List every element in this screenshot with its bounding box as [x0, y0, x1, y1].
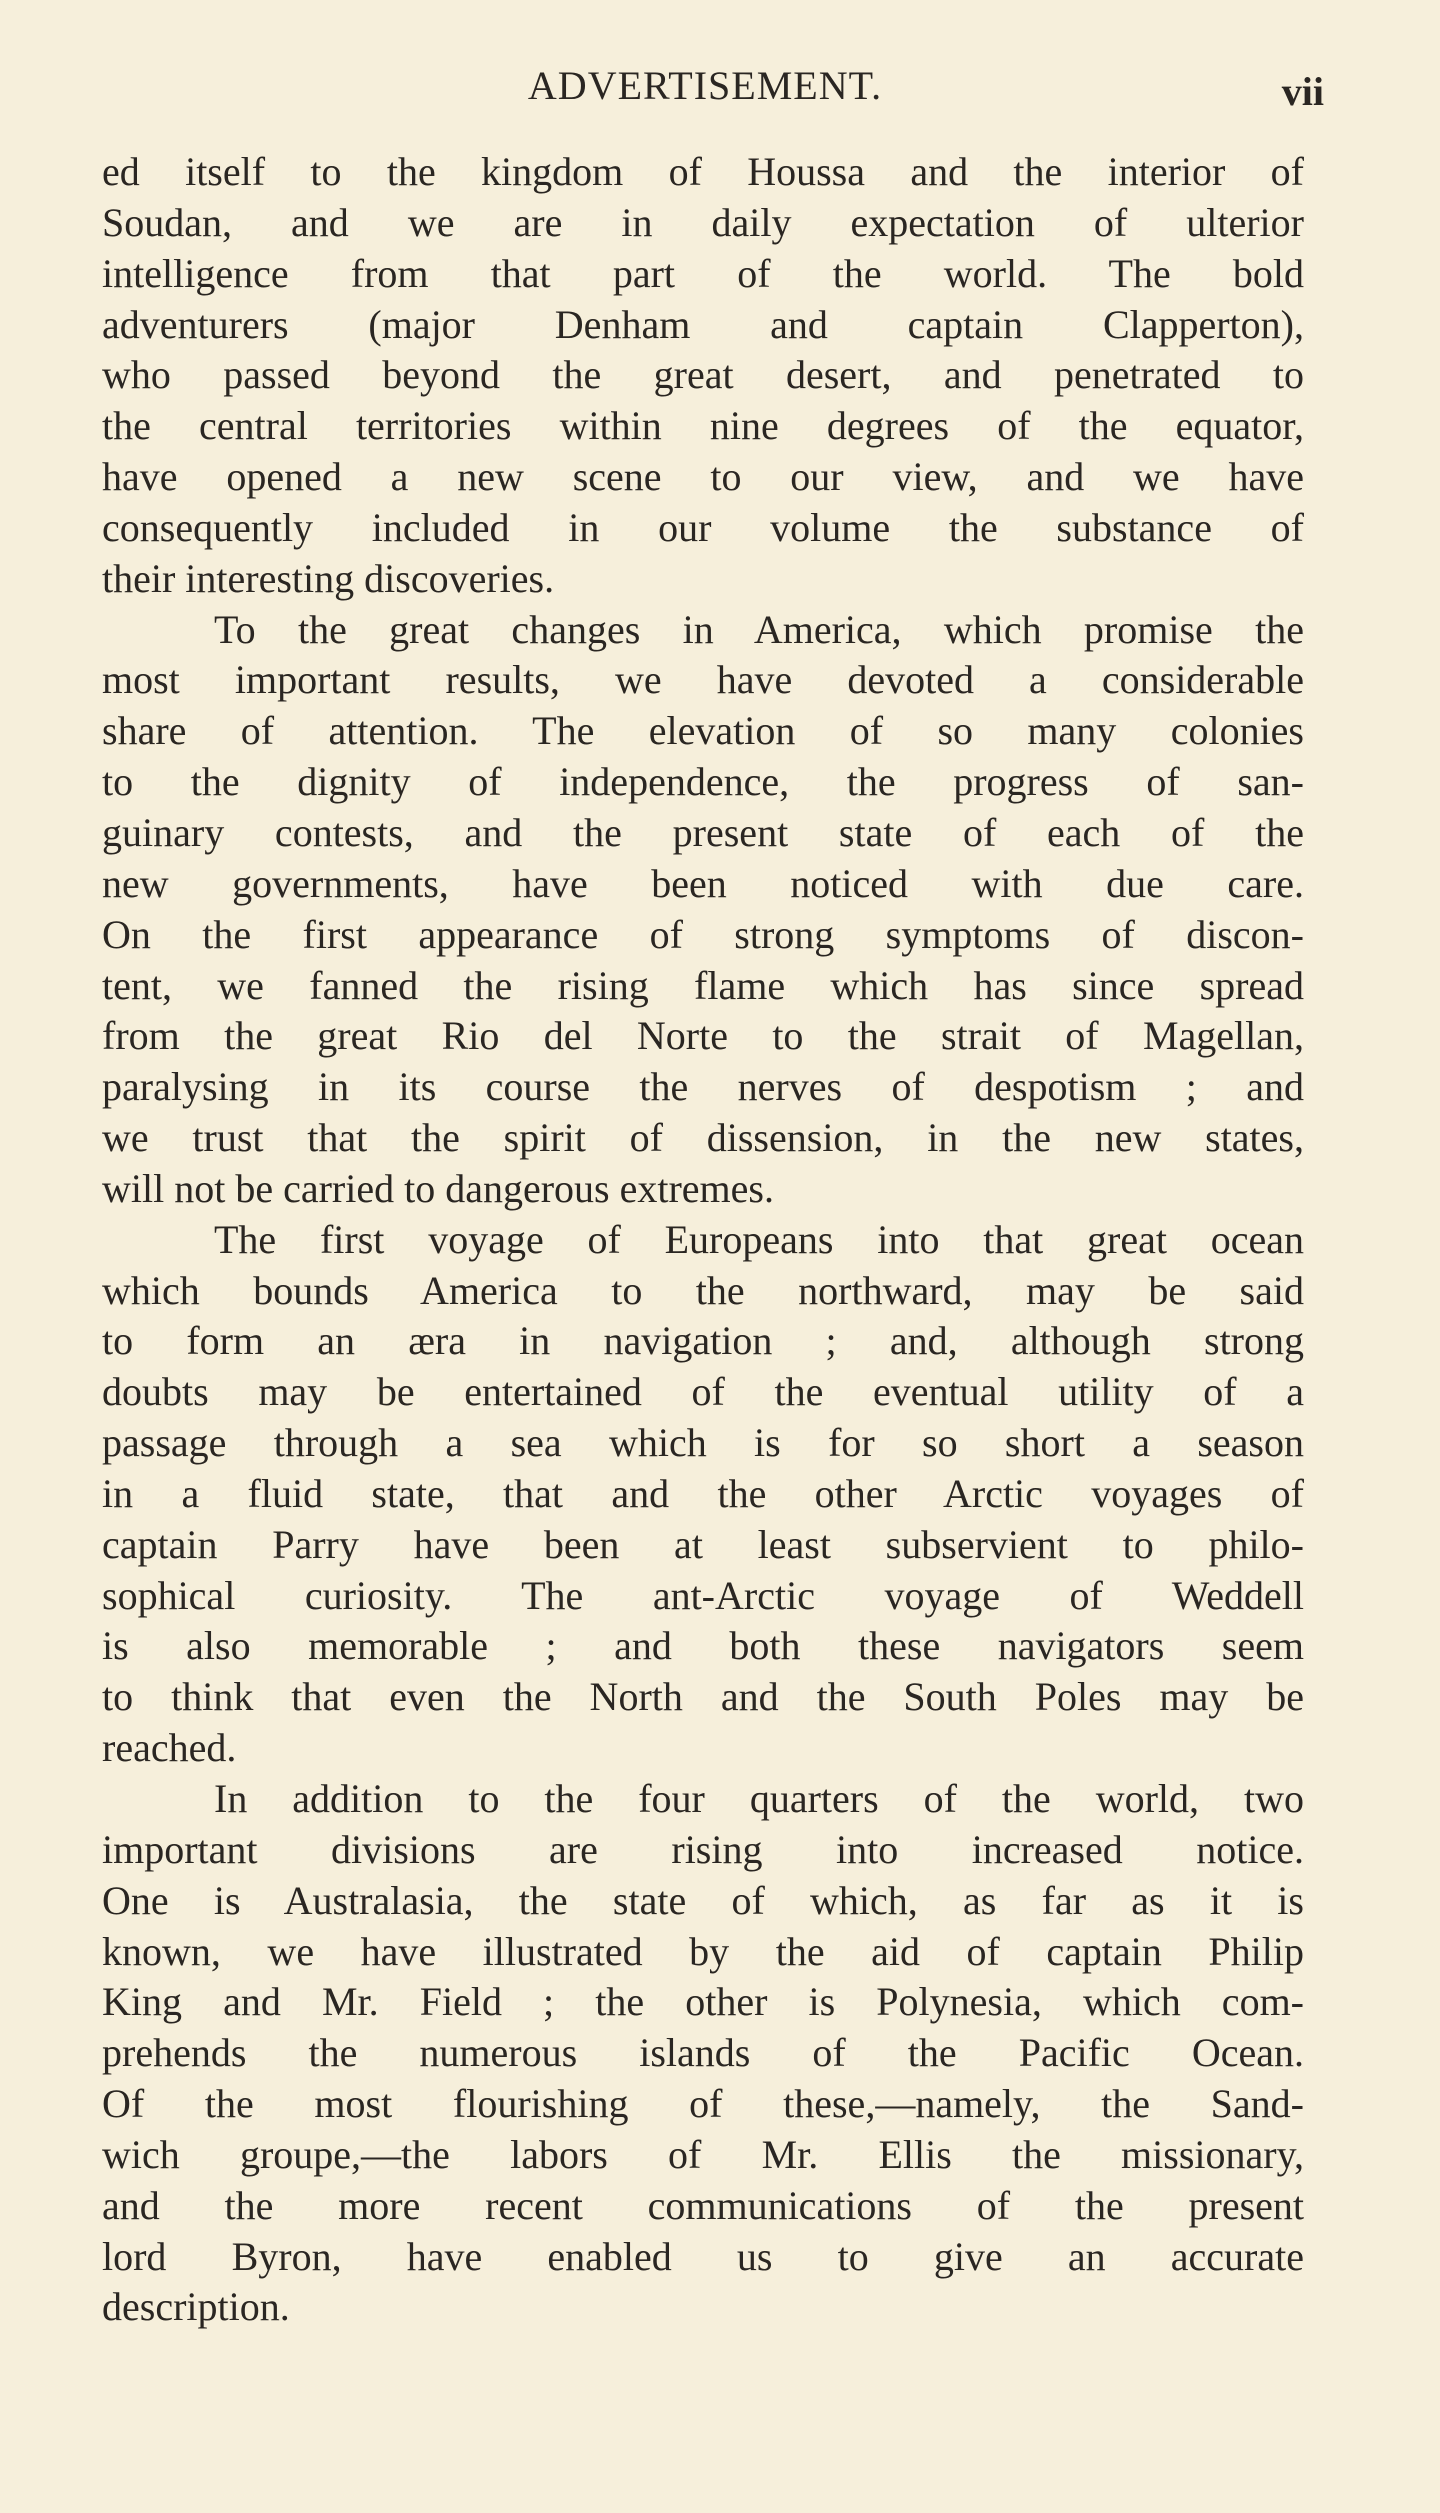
text-line: most important results, we have devoted a considerable	[102, 657, 1304, 703]
text-line: from the great Rio del Norte to the strait of Magellan,	[102, 1013, 1304, 1059]
paragraph-2	[102, 605, 1304, 1215]
text-line: On the first appearance of strong symptoms of discon-	[102, 911, 1304, 957]
text-line: intelligence from that part of the world. The bold	[102, 250, 1304, 296]
text-line: to think that even the North and the South Poles may be	[102, 1674, 1304, 1720]
text-line: and the more recent communications of the present	[102, 2182, 1304, 2228]
text-line: ed itself to the kingdom of Houssa and the interior of	[102, 149, 1304, 194]
text-line: guinary contests, and the present state of each of the	[102, 809, 1304, 855]
text-line: passage through a sea which is for so short a season	[102, 1420, 1304, 1466]
text-line: prehends the numerous islands of the Pacific Ocean.	[102, 2030, 1304, 2076]
running-title: ADVERTISEMENT.	[527, 63, 883, 108]
text-line: Soudan, and we are in daily expectation of ulterior	[102, 199, 1304, 245]
text-line: lord Byron, have enabled us to give an accurate	[102, 2233, 1304, 2279]
running-head	[100, 62, 1324, 114]
text-line: their interesting discoveries.	[102, 555, 555, 601]
text-line: new governments, have been noticed with due care.	[102, 860, 1304, 906]
body-text	[102, 147, 1304, 2333]
text-line: King and Mr. Field ; the other is Polynesia, which com-	[102, 1979, 1304, 2025]
text-line: Of the most flourishing of these,—namely, the Sand-	[102, 2081, 1304, 2127]
text-line: share of attention. The elevation of so many colonies	[102, 708, 1304, 754]
text-line: in a fluid state, that and the other Arctic voyages of	[102, 1470, 1304, 1516]
text-line: adventurers (major Denham and captain Clapperton),	[102, 301, 1304, 347]
text-line: wich groupe,—the labors of Mr. Ellis the missionary,	[102, 2131, 1304, 2177]
text-line: consequently included in our volume the substance of	[102, 504, 1304, 550]
text-line: will not be carried to dangerous extremes.	[102, 1165, 774, 1211]
text-line: have opened a new scene to our view, and we have	[102, 454, 1304, 500]
page-number: vii	[1281, 69, 1324, 114]
paragraph-3	[102, 1215, 1304, 1774]
text-line: to form an æra in navigation ; and, although strong	[102, 1318, 1304, 1364]
text-line: important divisions are rising into increased notice.	[102, 1826, 1304, 1872]
text-line: To the great changes in America, which promise the	[214, 606, 1304, 652]
text-line: which bounds America to the northward, may be said	[102, 1267, 1304, 1313]
text-line: captain Parry have been at least subservient to philo-	[102, 1521, 1304, 1567]
text-line: The first voyage of Europeans into that great ocean	[214, 1216, 1304, 1262]
paragraph-4	[102, 1774, 1304, 2333]
text-line: In addition to the four quarters of the world, two	[214, 1776, 1304, 1821]
text-line: to the dignity of independence, the progress of san-	[102, 759, 1304, 805]
text-line: doubts may be entertained of the eventual utility of a	[102, 1369, 1304, 1415]
text-line: is also memorable ; and both these navigators seem	[102, 1623, 1304, 1669]
paragraph-1	[102, 147, 1304, 605]
text-line: paralysing in its course the nerves of despotism ; and	[102, 1064, 1304, 1110]
text-line: One is Australasia, the state of which, as far as it is	[102, 1877, 1304, 1923]
text-line: we trust that the spirit of dissension, in the new states,	[102, 1115, 1304, 1161]
text-line: who passed beyond the great desert, and penetrated to	[102, 352, 1304, 398]
text-line: description.	[102, 2284, 290, 2330]
text-line: sophical curiosity. The ant-Arctic voyage of Weddell	[102, 1572, 1304, 1618]
text-line: known, we have illustrated by the aid of captain Philip	[102, 1928, 1304, 1974]
text-line: the central territories within nine degrees of the equator,	[102, 403, 1304, 449]
text-line: reached.	[102, 1725, 237, 1771]
text-line: tent, we fanned the rising flame which has since spread	[102, 962, 1304, 1008]
